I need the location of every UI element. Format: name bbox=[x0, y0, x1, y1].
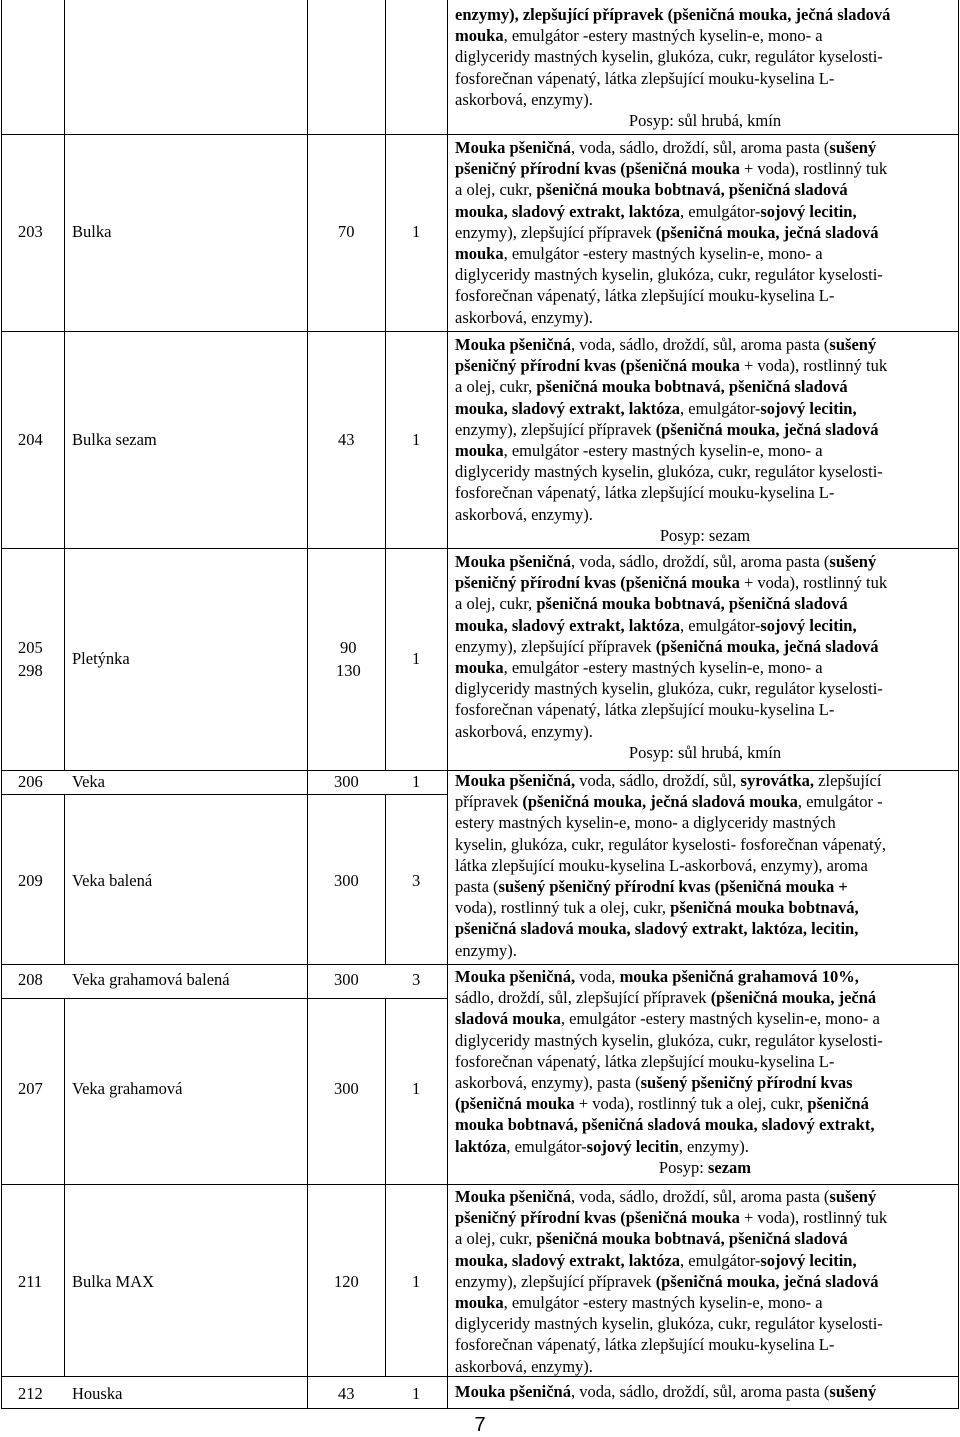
composition-line: enzymy), zlepšující přípravek (pšeničná mouka, ječná sladová bbox=[455, 636, 879, 656]
row-divider bbox=[1, 331, 959, 332]
product-weight-secondary: 130 bbox=[336, 661, 361, 680]
table-border-bottom bbox=[1, 1408, 959, 1409]
composition-line: Posyp: sezam bbox=[658, 1157, 752, 1177]
product-number: 205 bbox=[18, 638, 43, 657]
product-quantity: 3 bbox=[412, 871, 421, 890]
column-divider bbox=[307, 0, 308, 1408]
composition-cell bbox=[455, 770, 955, 961]
composition-line: Mouka pšeničná, voda, sádlo, droždí, sůl, syrovátka, zlepšující bbox=[455, 771, 882, 790]
row-divider bbox=[1, 964, 959, 965]
composition-line: mouka, emulgátor -estery mastných kyselin-e, mono- a bbox=[455, 26, 823, 46]
product-number: 211 bbox=[18, 1272, 43, 1291]
composition-line: diglyceridy mastných kyselin, glukóza, cukr, regulátor kyselosti- bbox=[455, 265, 883, 285]
composition-line: pšeničný přírodní kvas (pšeničná mouka + voda), rostlinný tuk bbox=[455, 1208, 888, 1228]
column-divider bbox=[64, 0, 65, 770]
composition-line: Posyp: sůl hrubá, kmín bbox=[628, 111, 782, 131]
composition-line: a olej, cukr, pšeničná mouka bobtnavá, pšeničná sladová bbox=[455, 377, 848, 397]
product-name: Veka grahamová bbox=[72, 1079, 183, 1098]
composition-line: askorbová, enzymy). bbox=[455, 721, 593, 741]
column-divider bbox=[447, 0, 448, 1408]
composition-line: laktóza, emulgátor-sojový lecitin, enzymy). bbox=[455, 1136, 749, 1156]
composition-line: mouka bobtnavá, pšeničná sladová mouka, sladový extrakt, bbox=[455, 1115, 875, 1135]
composition-line: diglyceridy mastných kyselin, glukóza, cukr, regulátor kyselosti- bbox=[455, 462, 883, 482]
composition-line: sádlo, droždí, sůl, zlepšující přípravek (pšeničná mouka, ječná bbox=[455, 988, 877, 1008]
table-border-right bbox=[958, 0, 959, 1408]
product-number: 212 bbox=[18, 1384, 43, 1403]
composition-line: estery mastných kyselin-e, mono- a diglyceridy mastných bbox=[455, 813, 836, 833]
composition-cell bbox=[455, 334, 955, 546]
product-quantity: 1 bbox=[412, 1272, 421, 1291]
composition-line: enzymy), zlepšující přípravek (pšeničná mouka, ječná sladová bbox=[455, 222, 879, 242]
column-divider bbox=[64, 998, 65, 1376]
composition-line: Mouka pšeničná, voda, sádlo, droždí, sůl, aroma pasta (sušený bbox=[455, 552, 877, 571]
row-divider bbox=[1, 794, 447, 795]
product-name: Pletýnka bbox=[72, 649, 130, 668]
composition-line: mouka, sladový extrakt, laktóza, emulgátor-sojový lecitin, bbox=[455, 1250, 857, 1270]
composition-line: látka zlepšující mouku-kyselina L-askorbová, enzymy), aroma bbox=[455, 855, 868, 875]
composition-line: askorbová, enzymy). bbox=[455, 1356, 593, 1376]
composition-line: a olej, cukr, pšeničná mouka bobtnavá, pšeničná sladová bbox=[455, 180, 848, 200]
composition-cell bbox=[455, 1381, 955, 1402]
composition-line: diglyceridy mastných kyselin, glukóza, cukr, regulátor kyselosti- bbox=[455, 47, 883, 67]
composition-line: fosforečnan vápenatý, látka zlepšující mouku-kyselina L- bbox=[455, 1051, 835, 1071]
composition-line: mouka, sladový extrakt, laktóza, emulgátor-sojový lecitin, bbox=[455, 201, 857, 221]
column-divider bbox=[64, 794, 65, 964]
product-quantity: 1 bbox=[412, 1079, 421, 1098]
composition-line: Posyp: sezam bbox=[659, 525, 751, 545]
composition-line: a olej, cukr, pšeničná mouka bobtnavá, pšeničná sladová bbox=[455, 1229, 848, 1249]
product-weight: 90 bbox=[340, 638, 357, 657]
product-name: Houska bbox=[72, 1384, 123, 1403]
product-number: 203 bbox=[18, 222, 43, 241]
composition-line: diglyceridy mastných kyselin, glukóza, cukr, regulátor kyselosti- bbox=[455, 1314, 883, 1334]
row-divider bbox=[1, 548, 959, 549]
composition-line: enzymy), zlepšující přípravek (pšeničná mouka, ječná sladová bbox=[455, 419, 879, 439]
product-name: Bulka sezam bbox=[72, 430, 157, 449]
product-name: Veka bbox=[72, 772, 105, 791]
composition-line: enzymy), zlepšující přípravek (pšeničná mouka, ječná sladová bbox=[455, 1271, 879, 1291]
composition-line: voda), rostlinný tuk a olej, cukr, pšeničná mouka bobtnavá, bbox=[455, 898, 859, 918]
product-weight: 300 bbox=[334, 772, 359, 791]
composition-line: Mouka pšeničná, voda, sádlo, droždí, sůl, aroma pasta (sušený bbox=[455, 335, 877, 354]
composition-line: mouka, emulgátor -estery mastných kyselin-e, mono- a bbox=[455, 244, 823, 264]
product-number: 204 bbox=[18, 430, 43, 449]
product-name: Veka balená bbox=[72, 871, 153, 890]
composition-cell bbox=[455, 1186, 955, 1377]
composition-line: fosforečnan vápenatý, látka zlepšující mouku-kyselina L- bbox=[455, 483, 835, 503]
row-divider bbox=[1, 134, 959, 135]
product-weight: 70 bbox=[338, 222, 355, 241]
product-weight: 300 bbox=[334, 871, 359, 890]
composition-line: diglyceridy mastných kyselin, glukóza, cukr, regulátor kyselosti- bbox=[455, 1030, 883, 1050]
composition-line: a olej, cukr, pšeničná mouka bobtnavá, pšeničná sladová bbox=[455, 594, 848, 614]
composition-line: mouka, emulgátor -estery mastných kyselin-e, mono- a bbox=[455, 1293, 823, 1313]
row-divider bbox=[1, 998, 447, 999]
composition-line: askorbová, enzymy). bbox=[455, 504, 593, 524]
product-quantity: 1 bbox=[412, 1384, 421, 1403]
composition-line: enzymy), zlepšující přípravek (pšeničná mouka, ječná sladová bbox=[455, 5, 891, 24]
composition-line: pšeničný přírodní kvas (pšeničná mouka + voda), rostlinný tuk bbox=[455, 159, 888, 179]
composition-line: askorbová, enzymy), pasta (sušený pšeničný přírodní kvas bbox=[455, 1073, 853, 1093]
product-number-secondary: 298 bbox=[18, 661, 43, 680]
page-number: 7 bbox=[474, 1414, 486, 1436]
composition-line: Mouka pšeničná, voda, sádlo, droždí, sůl, aroma pasta (sušený bbox=[455, 1187, 877, 1206]
composition-line: pšeničný přírodní kvas (pšeničná mouka + voda), rostlinný tuk bbox=[455, 573, 888, 593]
composition-line: fosforečnan vápenatý, látka zlepšující mouku-kyselina L- bbox=[455, 68, 835, 88]
composition-line: mouka, sladový extrakt, laktóza, emulgátor-sojový lecitin, bbox=[455, 615, 857, 635]
composition-cell bbox=[455, 551, 955, 763]
composition-line: sladová mouka, emulgátor -estery mastných kyselin-e, mono- a bbox=[455, 1009, 880, 1029]
column-divider bbox=[385, 998, 386, 1376]
product-weight: 43 bbox=[338, 430, 355, 449]
product-number: 208 bbox=[18, 970, 43, 989]
column-divider bbox=[385, 794, 386, 964]
composition-line: fosforečnan vápenatý, látka zlepšující mouku-kyselina L- bbox=[455, 286, 835, 306]
product-quantity: 1 bbox=[412, 649, 421, 668]
product-number: 206 bbox=[18, 772, 43, 791]
product-number: 209 bbox=[18, 871, 43, 890]
composition-line: pasta (sušený pšeničný přírodní kvas (pšeničná mouka + bbox=[455, 877, 848, 897]
product-quantity: 1 bbox=[412, 772, 421, 791]
composition-line: Mouka pšeničná, voda, sádlo, droždí, sůl, aroma pasta (sušený bbox=[455, 1382, 877, 1401]
composition-line: mouka, emulgátor -estery mastných kyselin-e, mono- a bbox=[455, 441, 823, 461]
product-number: 207 bbox=[18, 1079, 43, 1098]
product-weight: 120 bbox=[334, 1272, 359, 1291]
product-name: Veka grahamová balená bbox=[72, 970, 230, 989]
product-weight: 300 bbox=[334, 970, 359, 989]
composition-line: pšeničný přírodní kvas (pšeničná mouka + voda), rostlinný tuk bbox=[455, 356, 888, 376]
composition-cell bbox=[455, 966, 955, 1178]
product-weight: 43 bbox=[338, 1384, 355, 1403]
composition-line: fosforečnan vápenatý, látka zlepšující mouku-kyselina L- bbox=[455, 1335, 835, 1355]
product-quantity: 1 bbox=[412, 430, 421, 449]
product-name: Bulka MAX bbox=[72, 1272, 155, 1291]
composition-line: kyselin, glukóza, cukr, regulátor kyselosti- fosforečnan vápenatý, bbox=[455, 834, 886, 854]
composition-line: enzymy). bbox=[455, 940, 517, 960]
composition-line: přípravek (pšeničná mouka, ječná sladová mouka, emulgátor - bbox=[455, 792, 883, 812]
product-quantity: 1 bbox=[412, 222, 421, 241]
product-weight: 300 bbox=[334, 1079, 359, 1098]
composition-line: fosforečnan vápenatý, látka zlepšující mouku-kyselina L- bbox=[455, 700, 835, 720]
composition-line: askorbová, enzymy). bbox=[455, 89, 593, 109]
composition-line: Mouka pšeničná, voda, mouka pšeničná grahamová 10%, bbox=[455, 967, 859, 986]
row-divider bbox=[1, 1184, 959, 1185]
table-border-left bbox=[1, 0, 2, 1408]
composition-line: diglyceridy mastných kyselin, glukóza, cukr, regulátor kyselosti- bbox=[455, 679, 883, 699]
composition-line: mouka, sladový extrakt, laktóza, emulgátor-sojový lecitin, bbox=[455, 398, 857, 418]
composition-line: askorbová, enzymy). bbox=[455, 307, 593, 327]
product-quantity: 3 bbox=[412, 970, 421, 989]
column-divider bbox=[385, 0, 386, 770]
composition-line: Mouka pšeničná, voda, sádlo, droždí, sůl, aroma pasta (sušený bbox=[455, 138, 877, 157]
composition-line: pšeničná sladová mouka, sladový extrakt, laktóza, lecitin, bbox=[455, 919, 859, 939]
composition-cell bbox=[455, 4, 955, 131]
composition-line: Posyp: sůl hrubá, kmín bbox=[628, 742, 782, 762]
product-name: Bulka bbox=[72, 222, 112, 241]
composition-cell bbox=[455, 137, 955, 328]
composition-line: mouka, emulgátor -estery mastných kyselin-e, mono- a bbox=[455, 658, 823, 678]
composition-line: (pšeničná mouka + voda), rostlinný tuk a olej, cukr, pšeničná bbox=[455, 1094, 869, 1114]
